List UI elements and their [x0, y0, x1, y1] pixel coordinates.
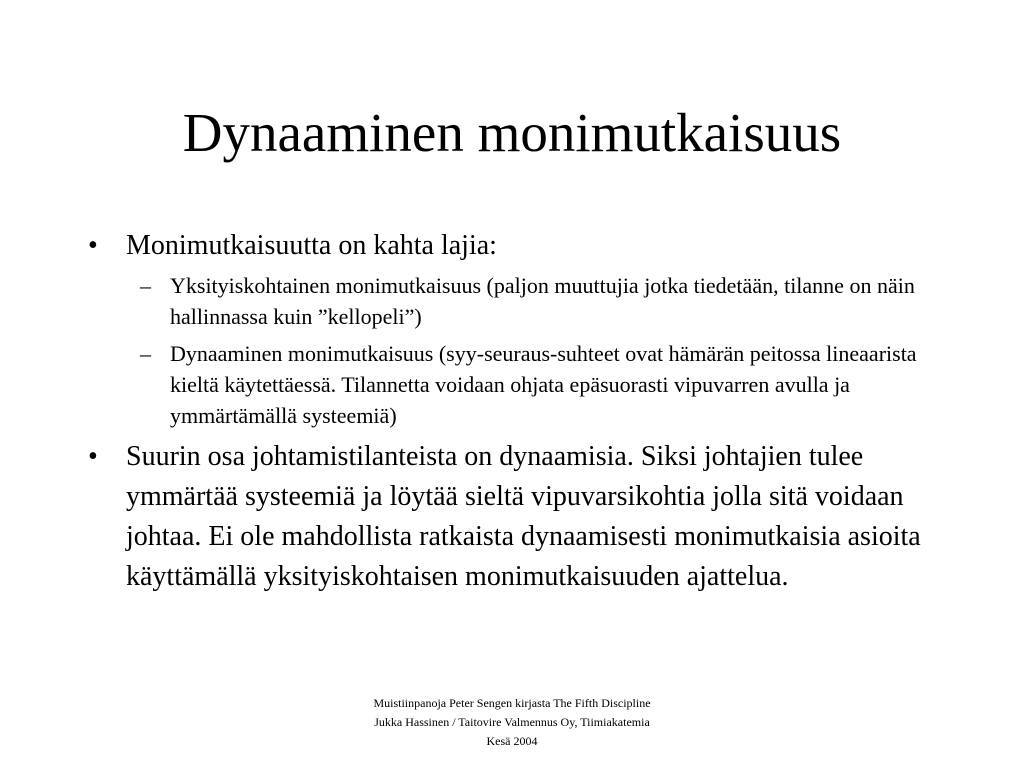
- sub-item-text: Yksityiskohtainen monimutkaisuus (paljon muuttujia jotka tiedetään, tilanne on näin hallinnassa kuin ”kellopeli”): [170, 273, 915, 329]
- bullet-item: [82, 437, 952, 597]
- bullet-text: Monimutkaisuutta on kahta lajia:: [126, 230, 497, 261]
- bullet-text: Suurin osa johtamistilanteista on dynaamisia. Siksi johtajien tulee ymmärtää systeemiä ja löytää sieltä vipuvarsikohtia jolla sitä voidaan johtaa. Ei ole mahdollista ratkaista dynaamisesti monimutkaisia asioita käyttämällä yksityiskohtaisen monimutkaisuuden ajattelua.: [126, 441, 921, 592]
- bullet-marker: •: [88, 230, 98, 261]
- bullet-item: [82, 226, 952, 266]
- sub-item: [82, 270, 952, 332]
- sub-item: [82, 338, 952, 431]
- bullet-marker: •: [88, 441, 98, 472]
- footer-line: Jukka Hassinen / Taitovire Valmennus Oy, Tiimiakatemia: [374, 715, 650, 729]
- dash-marker: –: [140, 341, 151, 366]
- sub-item-text: Dynaaminen monimutkaisuus (syy-seuraus-suhteet ovat hämärän peitossa lineaarista kieltä käytettäessä. Tilannetta voidaan ohjata epäsuorasti vipuvarren avulla ja ymmärtämällä systeemiä): [170, 341, 917, 428]
- dash-marker: –: [140, 273, 151, 298]
- slide-title: Dynaaminen monimutkaisuus: [182, 102, 842, 163]
- sub-list: [82, 270, 952, 431]
- slide-footer: [0, 694, 1024, 751]
- slide-content: [82, 226, 952, 597]
- footer-line: Kesä 2004: [486, 734, 538, 748]
- footer-line: Muistiinpanoja Peter Sengen kirjasta The Fifth Discipline: [373, 696, 651, 710]
